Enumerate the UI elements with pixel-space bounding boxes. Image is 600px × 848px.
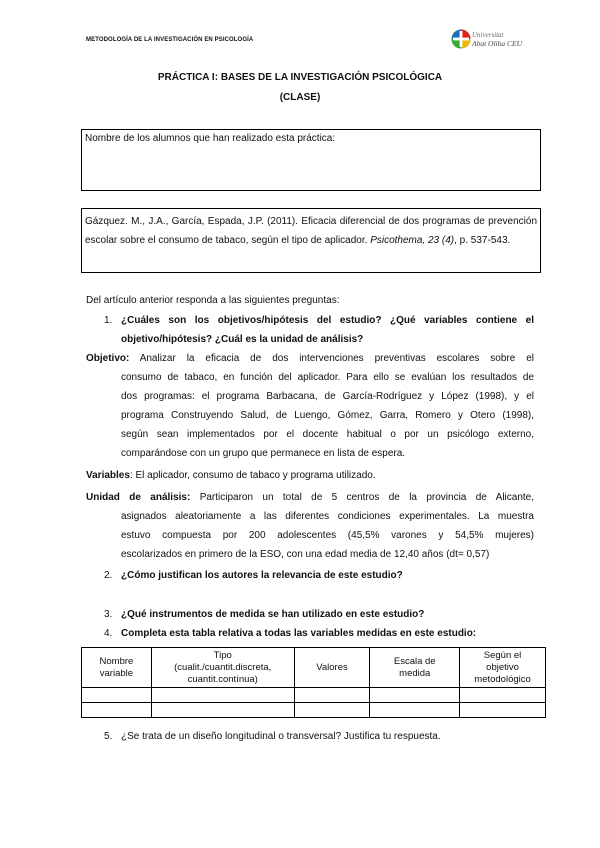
objetivo-label: Objetivo: — [86, 353, 130, 364]
header-text: Tipo — [213, 649, 232, 661]
header-text: Nombre — [99, 655, 134, 667]
objetivo-line: comparándose con un grupo que permanece en lista de espera. — [121, 448, 406, 459]
table-row — [82, 688, 546, 703]
variables-text: : El aplicador, consumo de tabaco y programa utilizado. — [129, 470, 376, 481]
header-text: variable — [99, 667, 134, 679]
course-header: METODOLOGÍA DE LA INVESTIGACIÓN EN PSICOLOGÍA — [86, 37, 254, 43]
q1-line1: ¿Cuáles son los objetivos/hipótesis del estudio? ¿Qué variables contiene el — [121, 315, 534, 326]
objetivo-line: según sean implementados por el docente habitual o por un psicólogo externo, — [121, 429, 534, 440]
q1-number: 1. — [104, 315, 113, 326]
unidad-label: Unidad de análisis: — [86, 492, 191, 503]
page-subtitle: (CLASE) — [279, 92, 321, 103]
questions-intro: Del artículo anterior responda a las siguientes preguntas: — [86, 295, 340, 306]
header-text: metodológico — [474, 673, 531, 685]
table-cell[interactable] — [294, 703, 370, 718]
citation-authors: Gázquez. M., J.A., García, Espada, J.P. (2011). Eficacia diferencial de dos programas de prevención escolar sobre el consumo de tabaco, según el tipo de aplicador. — [85, 216, 537, 246]
header-text: objetivo — [486, 661, 519, 673]
objetivo-line: consumo de tabaco, en función del aplicador. Para ello se evalúan los resultados de — [121, 372, 534, 383]
objetivo-line: programa Construyendo Salud, de Luengo, Gómez, Garra, Romero y Otero (1998), — [121, 410, 534, 421]
q5-number: 5. — [104, 731, 113, 742]
citation-pages: , p. 537-543. — [454, 235, 511, 246]
variables-label: Variables — [86, 470, 130, 481]
table-cell[interactable] — [82, 688, 152, 703]
variables-line — [86, 466, 376, 485]
header-escala-medida — [370, 648, 460, 688]
header-nombre-variable — [82, 648, 152, 688]
citation-box — [81, 208, 541, 273]
q5-text: ¿Se trata de un diseño longitudinal o transversal? Justifica tu respuesta. — [121, 731, 441, 742]
page-title: PRÁCTICA I: BASES DE LA INVESTIGACIÓN PSICOLÓGICA — [157, 72, 443, 83]
q4-text: Completa esta tabla relativa a todas las variables medidas en este estudio: — [121, 628, 477, 639]
students-names-label: Nombre de los alumnos que han realizado esta práctica: — [85, 133, 336, 144]
table-cell[interactable] — [151, 703, 294, 718]
q3-number: 3. — [104, 609, 113, 620]
logo-text-line2: Abat Oliba CEU — [472, 39, 522, 48]
header-text: (cualit./cuantit.discreta, — [174, 661, 272, 673]
header-valores — [294, 648, 370, 688]
citation-text — [85, 212, 537, 250]
header-text: Escala de — [393, 655, 436, 667]
header-text: Según el — [483, 649, 522, 661]
unidad-first-text: Participaron un total de 5 centros de la provincia de Alicante, — [199, 492, 535, 503]
objetivo-first-text: Analizar la eficacia de dos intervenciones preventivas escolares sobre el — [139, 353, 534, 364]
table-cell[interactable] — [460, 688, 546, 703]
unidad-line: escolarizados en primero de la ESO, con una edad media de 12,40 años (dt= 0,57) — [121, 549, 490, 560]
table-cell[interactable] — [460, 703, 546, 718]
q3-text: ¿Qué instrumentos de medida se han utilizado en este estudio? — [121, 609, 425, 620]
header-text: medida — [399, 667, 431, 679]
q2-number: 2. — [104, 570, 113, 581]
q4-number: 4. — [104, 628, 113, 639]
objetivo-first-line — [86, 349, 534, 368]
q1-line2: objetivo/hipótesis? ¿Cuál es la unidad de análisis? — [121, 334, 364, 345]
table-cell[interactable] — [370, 688, 460, 703]
table-row — [82, 703, 546, 718]
students-names-box[interactable] — [81, 129, 541, 191]
university-logo — [451, 29, 522, 51]
table-cell[interactable] — [151, 688, 294, 703]
logo-text-line1: Universitat — [472, 31, 504, 39]
table-cell[interactable] — [82, 703, 152, 718]
header-text: cuantit.contínua) — [187, 673, 258, 685]
variables-table — [81, 647, 546, 718]
header-segun-objetivo — [460, 648, 546, 688]
table-cell[interactable] — [294, 688, 370, 703]
citation-journal: Psicothema, 23 (4) — [370, 235, 455, 246]
header-text: Valores — [316, 661, 348, 673]
table-header-row — [82, 648, 546, 688]
unidad-first-line — [86, 488, 534, 507]
unidad-line: estuvo compuesta por 200 adolescentes (45,5% varones y 54,5% mujeres) — [121, 530, 534, 541]
university-logo-icon — [451, 29, 471, 49]
table-cell[interactable] — [370, 703, 460, 718]
header-tipo — [151, 648, 294, 688]
q2-text: ¿Cómo justifican los autores la relevancia de este estudio? — [121, 570, 403, 581]
unidad-line: asignados aleatoriamente a las diferentes condiciones experimentales. La muestra — [121, 511, 534, 522]
objetivo-line: dos programas: el programa Barbacana, de García-Rodríguez y López (1998), y el — [121, 391, 534, 402]
